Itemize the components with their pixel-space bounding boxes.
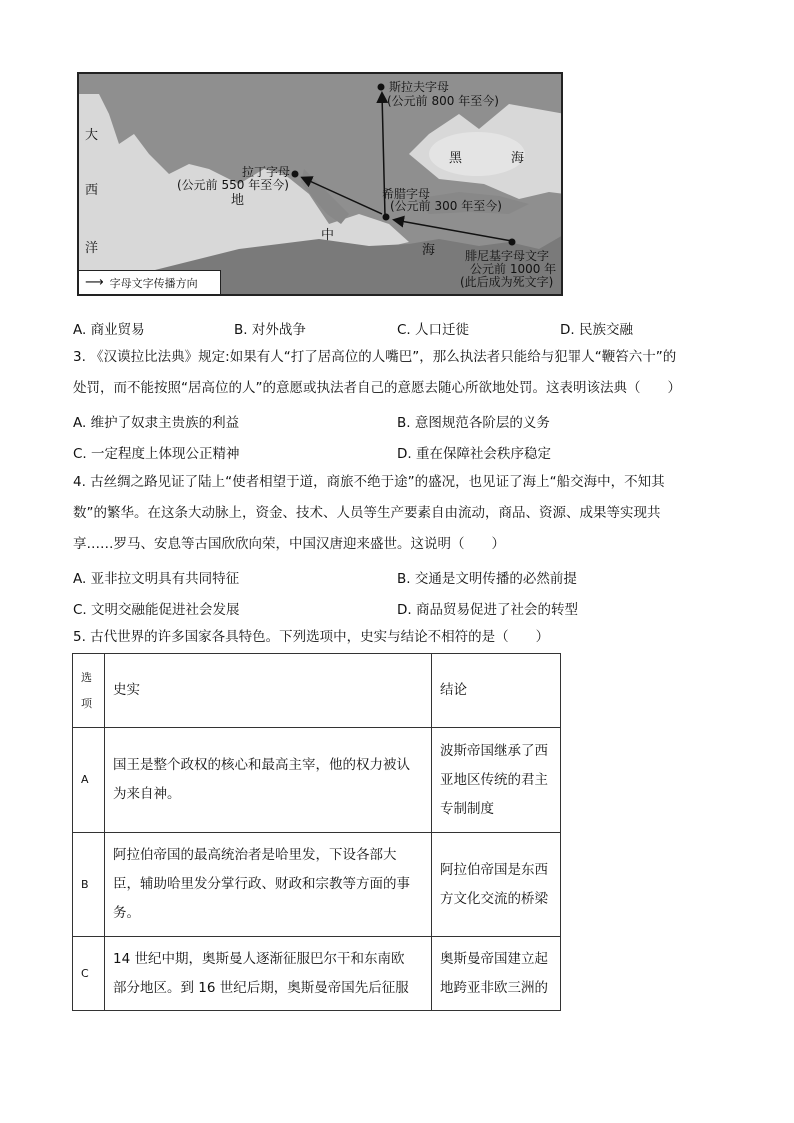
q3-option-b: B. 意图规范各阶层的义务 [397,415,550,431]
fact-line: 臣，辅助哈里发分掌行政、财政和宗教等方面的事 [113,876,410,892]
fact-line: 阿拉伯帝国的最高统治者是哈里发，下设各部大 [113,847,397,863]
table-row [73,833,561,937]
q4-option-d: D. 商品贸易促进了社会的转型 [397,602,578,618]
header-option [73,654,105,728]
q4-stem-line3: 享……罗马、安息等古国欣欣向荣，中国汉唐迎来盛世。这说明（ ） [73,536,505,552]
map-label-hei: 黑 [449,151,463,166]
fact-line: 国王是整个政权的核心和最高主宰，他的权力被认 [113,757,410,773]
alphabet-spread-map [77,72,563,296]
conclusion-line: 专制制度 [440,800,494,817]
conclusion-line: 亚地区传统的君主 [440,771,548,788]
q4-option-b: B. 交通是文明传播的必然前提 [397,571,577,587]
conclusion-line: 方文化交流的桥梁 [440,890,548,907]
fact-line: 为来自神。 [113,786,181,802]
table-row [73,728,561,833]
q3-option-a: A. 维护了奴隶主贵族的利益 [73,415,240,431]
legend-arrow-icon: ⟶ [85,275,104,290]
conclusion-line: 阿拉伯帝国是东西 [440,861,548,878]
q2-option-c: C. 人口迁徙 [397,322,470,338]
row-conclusion [432,728,561,833]
greek-alphabet-title: 希腊字母 [382,187,431,201]
q4-stem-line2: 数”的繁华。在这条大动脉上，资金、技术、人员等生产要素自由流动，商品、资源、成果等实现共 [73,505,661,521]
conclusion-line: 波斯帝国继承了西 [440,742,548,759]
q5-table [72,653,561,1011]
point-latin [292,171,299,178]
map-label-da: 大 [85,128,99,143]
row-fact [105,937,432,1011]
q3-option-d: D. 重在保障社会秩序稳定 [397,446,551,462]
q3-stem-line2: 处罚，而不能按照“居高位的人”的意愿或执法者自己的意愿去随心所欲地处罚。这表明该法典（ ） [73,380,681,396]
q4-option-a: A. 亚非拉文明具有共同特征 [73,571,240,587]
row-fact [105,833,432,937]
q5-stem: 5. 古代世界的许多国家各具特色。下列选项中，史实与结论不相符的是（ ） [73,629,550,645]
header-fact: 史实 [105,654,432,728]
legend-text: 字母文字传播方向 [109,276,198,290]
table-row [73,937,561,1011]
fact-line: 部分地区。到 16 世纪后期，奥斯曼帝国先后征服 [113,979,409,996]
map-legend [79,270,221,294]
conclusion-line: 地跨亚非欧三洲的 [440,979,548,996]
map-label-xi: 西 [85,183,99,198]
phoenician-date: 公元前 1000 年 [470,262,557,276]
row-option-label: C [73,937,105,1011]
header-option-char1: 选 [81,670,92,684]
header-option-char2: 项 [81,696,92,710]
row-conclusion [432,833,561,937]
point-phoenicia [509,239,516,246]
latin-alphabet-date: (公元前 550 年至今) [177,178,289,192]
slav-alphabet-title: 斯拉夫字母 [389,80,450,94]
q2-option-d: D. 民族交融 [560,322,633,338]
fact-line: 14 世纪中期，奥斯曼人逐渐征服巴尔干和东南欧 [113,950,405,967]
row-option-label: A [73,728,105,833]
point-slav [378,84,385,91]
q4-option-c: C. 文明交融能促进社会发展 [73,602,240,618]
phoenician-title: 腓尼基字母文字 [465,249,550,263]
row-fact [105,728,432,833]
map-label-di: 地 [231,193,245,208]
table-header-row [73,654,561,728]
slav-alphabet-date: (公元前 800 年至今) [387,94,499,108]
q2-option-b: B. 对外战争 [234,322,306,338]
conclusion-line: 奥斯曼帝国建立起 [440,950,548,967]
greek-alphabet-date: (公元前 300 年至今) [390,199,502,213]
q3-stem-line1: 3. 《汉谟拉比法典》规定:如果有人“打了居高位的人嘴巴”，那么执法者只能给与犯罪人“鞭笞六十”的 [73,349,677,365]
map-label-hai: 海 [422,243,436,258]
latin-alphabet-title: 拉丁字母 [242,165,291,179]
q2-option-a: A. 商业贸易 [73,322,145,338]
row-option-label: B [73,833,105,937]
phoenician-note: (此后成为死文字) [460,275,554,289]
point-greek [383,214,390,221]
q3-option-c: C. 一定程度上体现公正精神 [73,446,240,462]
map-label-zhong: 中 [321,228,335,243]
map-label-yang: 洋 [85,241,99,256]
map-label-hai-black: 海 [511,151,525,166]
header-conclusion: 结论 [432,654,561,728]
row-conclusion [432,937,561,1011]
q4-stem-line1: 4. 古丝绸之路见证了陆上“使者相望于道，商旅不绝于途”的盛况，也见证了海上“船交海中，不知其 [73,474,665,490]
fact-line: 务。 [113,905,140,921]
